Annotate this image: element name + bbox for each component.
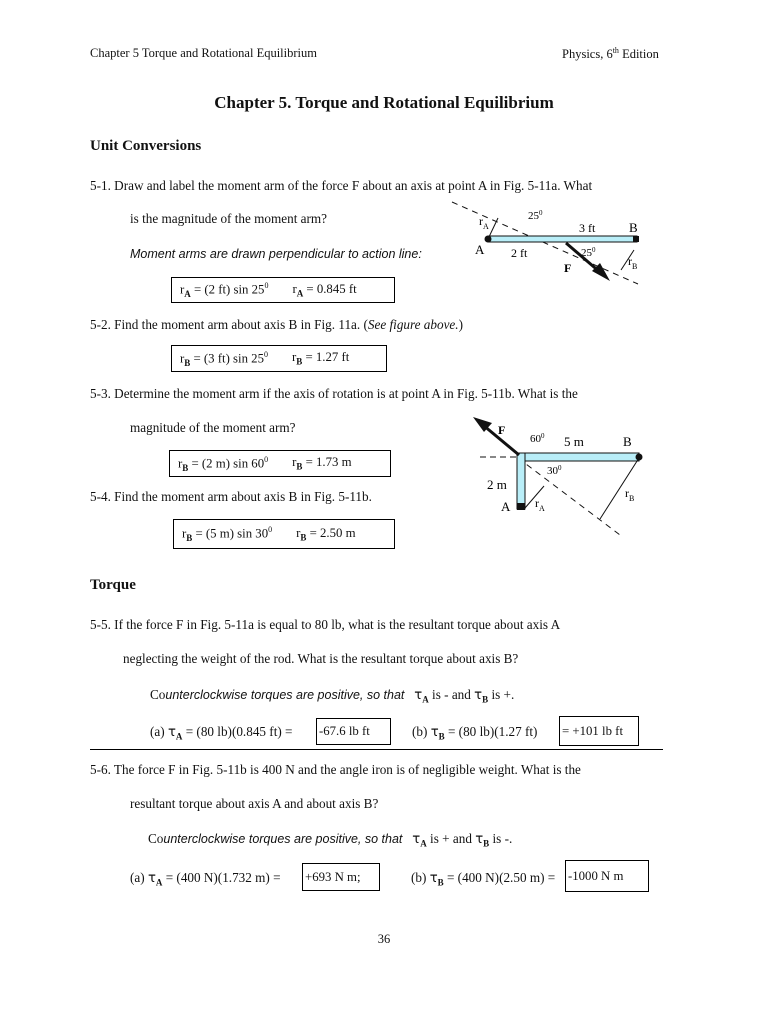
answer-box-5-2 — [171, 345, 387, 372]
problem-5-2: 5-2. Find the moment arm about axis B in Fig. 11a. (See figure above.) — [90, 317, 463, 332]
problem-5-6-part-a: (a) $\tau_A = (400$ N)(1.732 m) = — [130, 870, 281, 888]
answer-5-3-result: $r_B = 1.73$ m — [292, 455, 352, 472]
problem-5-1-line2: is the magnitude of the moment arm? — [130, 211, 328, 226]
section-divider — [90, 749, 663, 750]
answer-box-5-3 — [169, 450, 391, 477]
problem-5-5-part-a: (a) $\tau_A = (80$ lb)(0.845 ft) = — [150, 724, 293, 742]
answer-5-2-expression: $r_B = (3$ ft) $\sin 25^0$ — [180, 349, 268, 368]
label-angle-60: $60^0$ — [530, 432, 545, 445]
problem-5-1-note: Moment arms are drawn perpendicular to action line: — [130, 247, 422, 261]
label-angle-25-top: $25^0$ — [528, 209, 543, 222]
label-ra: $r_A$ — [535, 496, 545, 513]
problem-5-1-line1: 5-1. Draw and label the moment arm of the force F about an axis at point A in Fig. 5-11a. What — [90, 178, 593, 193]
answer-box-5-5b: = +101 lb ft — [559, 716, 639, 746]
label-2ft: 2 ft — [511, 246, 528, 260]
axis-point-b — [636, 454, 643, 461]
problem-5-3-line1: 5-3. Determine the moment arm if the axis of rotation is at point A in Fig. 5-11b. What is the — [90, 386, 578, 401]
label-point-b: B — [623, 434, 632, 449]
angle-iron-horizontal — [517, 453, 639, 461]
problem-5-6-line1: 5-6. The force F in Fig. 5-11b is 400 N and the angle iron is of negligible weight. What is the — [90, 762, 581, 777]
label-3ft: 3 ft — [579, 221, 596, 235]
label-ra: $r_A$ — [479, 214, 489, 231]
answer-5-2-result: $r_B = 1.27$ ft — [291, 350, 350, 367]
problem-5-3-line2: magnitude of the moment arm? — [130, 420, 296, 435]
label-angle-25-bottom: $25^0$ — [581, 246, 596, 259]
problem-5-4: 5-4. Find the moment arm about axis B in Fig. 5-11b. — [90, 489, 372, 504]
axis-point-b — [633, 236, 639, 242]
answer-5-4-result: $r_B = 2.50$ m — [296, 525, 356, 543]
answer-box-5-4 — [173, 519, 395, 549]
running-header-left: Chapter 5 Torque and Rotational Equilibrium — [90, 46, 317, 60]
answer-5-3-expression: $r_B = (2$ m) $\sin 60^0$ — [178, 454, 269, 473]
label-rb: $r_B$ — [628, 254, 638, 271]
answer-box-5-1 — [171, 277, 395, 303]
answer-box-5-6a: +693 N m; — [302, 863, 380, 891]
rod — [488, 236, 637, 242]
answer-box-5-6b: -1000 N m — [565, 860, 649, 892]
label-point-a: A — [475, 242, 485, 257]
problem-5-5-sign-note: Counterclockwise torques are positive, so that $\tau_A$ is - and $\tau_B$ is +. — [150, 687, 515, 705]
axis-point-a — [517, 503, 525, 510]
label-force-f: F — [498, 423, 506, 437]
figure-5-11b — [470, 415, 670, 540]
label-5m: 5 m — [564, 434, 584, 449]
answer-5-1-result: $r_A = 0.845$ ft — [292, 281, 357, 299]
running-header-right: Physics, 6th Edition — [562, 46, 659, 62]
angle-iron-vertical — [517, 453, 525, 509]
page-number: 36 — [377, 932, 391, 946]
label-force-f: F — [564, 261, 572, 275]
problem-5-5-line2: neglecting the weight of the rod. What is the resultant torque about axis B? — [123, 651, 519, 666]
label-rb: $r_B$ — [625, 486, 635, 503]
moment-arm-rb — [600, 458, 639, 519]
page-title: Chapter 5. Torque and Rotational Equilibrium — [214, 93, 554, 112]
problem-5-5-line1: 5-5. If the force F in Fig. 5-11a is equal to 80 lb, what is the resultant torque about axis A — [90, 617, 561, 632]
label-2m: 2 m — [487, 477, 507, 492]
force-action-line — [518, 458, 620, 535]
label-point-a: A — [501, 499, 511, 514]
answer-5-4-expression: $r_B = (5$ m) $\sin 30^0$ — [182, 525, 273, 543]
answer-box-5-5a: -67.6 lb ft — [316, 718, 391, 745]
problem-5-6-sign-note: Counterclockwise torques are positive, so that $\tau_A$ is + and $\tau_B$ is -. — [148, 831, 513, 849]
answer-5-1-expression: $r_A = (2$ ft) $\sin 25^0$ — [180, 281, 269, 299]
section-heading-torque: Torque — [90, 577, 136, 593]
label-point-b: B — [629, 220, 638, 235]
problem-5-6-part-b: (b) $\tau_B = (400$ N)(2.50 m) = — [411, 870, 556, 888]
problem-5-5-part-b: (b) $\tau_B = (80$ lb)(1.27 ft) — [412, 724, 538, 742]
problem-5-6-line2: resultant torque about axis A and about axis B? — [130, 796, 379, 811]
figure-5-11a — [450, 200, 660, 295]
section-heading-unit-conversions: Unit Conversions — [90, 138, 202, 154]
label-angle-30: $30^0$ — [547, 464, 562, 477]
